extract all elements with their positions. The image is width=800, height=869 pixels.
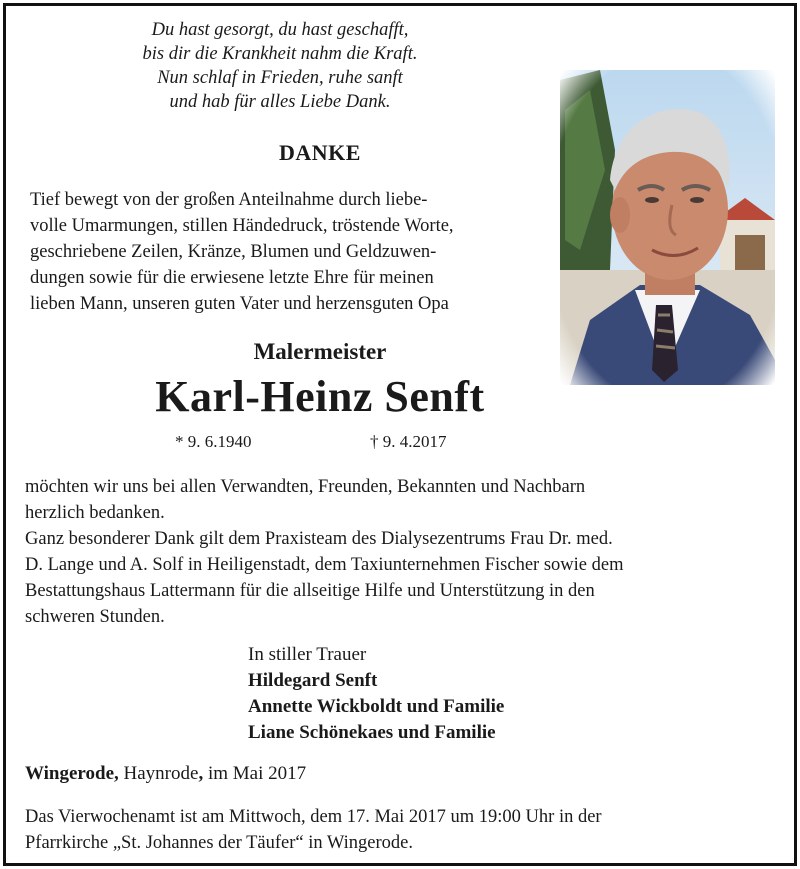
service-text xyxy=(25,804,785,856)
intro-text xyxy=(30,187,560,317)
place-date xyxy=(25,763,306,785)
thanks-text xyxy=(25,474,785,630)
mourner-name: Annette Wickboldt und Familie xyxy=(248,696,505,717)
mourner-name: Liane Schönekaes und Familie xyxy=(248,722,496,743)
service-line: Das Vierwochenamt ist am Mittwoch, dem 17. Mai 2017 um 19:00 Uhr in der xyxy=(25,807,602,827)
intro-line: dungen sowie für die erwiesene letzte Ehre für meinen xyxy=(30,268,434,288)
place-town-1: Wingerode, xyxy=(25,763,119,784)
thanks-line: Bestattungshaus Lattermann für die allseitige Hilfe und Unterstützung in den xyxy=(25,581,595,601)
portrait-photo xyxy=(560,70,775,385)
death-date: † 9. 4.2017 xyxy=(370,432,447,451)
poem xyxy=(60,18,500,114)
heading: DANKE xyxy=(279,140,361,165)
profession: Malermeister xyxy=(253,339,387,364)
place-comma: , xyxy=(198,763,204,784)
thanks-line: herzlich bedanken. xyxy=(25,503,165,523)
poem-line: Du hast gesorgt, du hast geschafft, xyxy=(151,20,409,40)
intro-line: geschriebene Zeilen, Kränze, Blumen und Geldzuwen- xyxy=(30,242,437,262)
poem-line: und hab für alles Liebe Dank. xyxy=(169,92,391,112)
thanks-line: D. Lange und A. Solf in Heiligenstadt, dem Taxiunternehmen Fischer sowie dem xyxy=(25,555,624,575)
intro-line: Tief bewegt von der großen Anteilnahme durch liebe- xyxy=(30,190,428,210)
thanks-line: Ganz besonderer Dank gilt dem Praxisteam des Dialysezentrums Frau Dr. med. xyxy=(25,529,613,549)
birth-date: * 9. 6.1940 xyxy=(175,432,252,451)
mourners-block xyxy=(248,642,504,746)
thanks-line: möchten wir uns bei allen Verwandten, Freunden, Bekannten und Nachbarn xyxy=(25,477,586,497)
place-date-text: im Mai 2017 xyxy=(207,763,307,784)
intro-line: lieben Mann, unseren guten Vater und herzensguten Opa xyxy=(30,294,449,314)
poem-line: Nun schlaf in Frieden, ruhe sanft xyxy=(157,68,403,88)
mourning-intro: In stiller Trauer xyxy=(248,644,367,665)
mourner-name: Hildegard Senft xyxy=(248,670,378,691)
poem-line: bis dir die Krankheit nahm die Kraft. xyxy=(142,44,418,64)
place-town-2: Haynrode xyxy=(123,763,199,784)
intro-line: volle Umarmungen, stillen Händedruck, tröstende Worte, xyxy=(30,216,454,236)
thanks-line: schweren Stunden. xyxy=(25,607,165,627)
deceased-name: Karl-Heinz Senft xyxy=(155,372,485,421)
service-line: Pfarrkirche „St. Johannes der Täufer“ in Wingerode. xyxy=(25,833,413,853)
